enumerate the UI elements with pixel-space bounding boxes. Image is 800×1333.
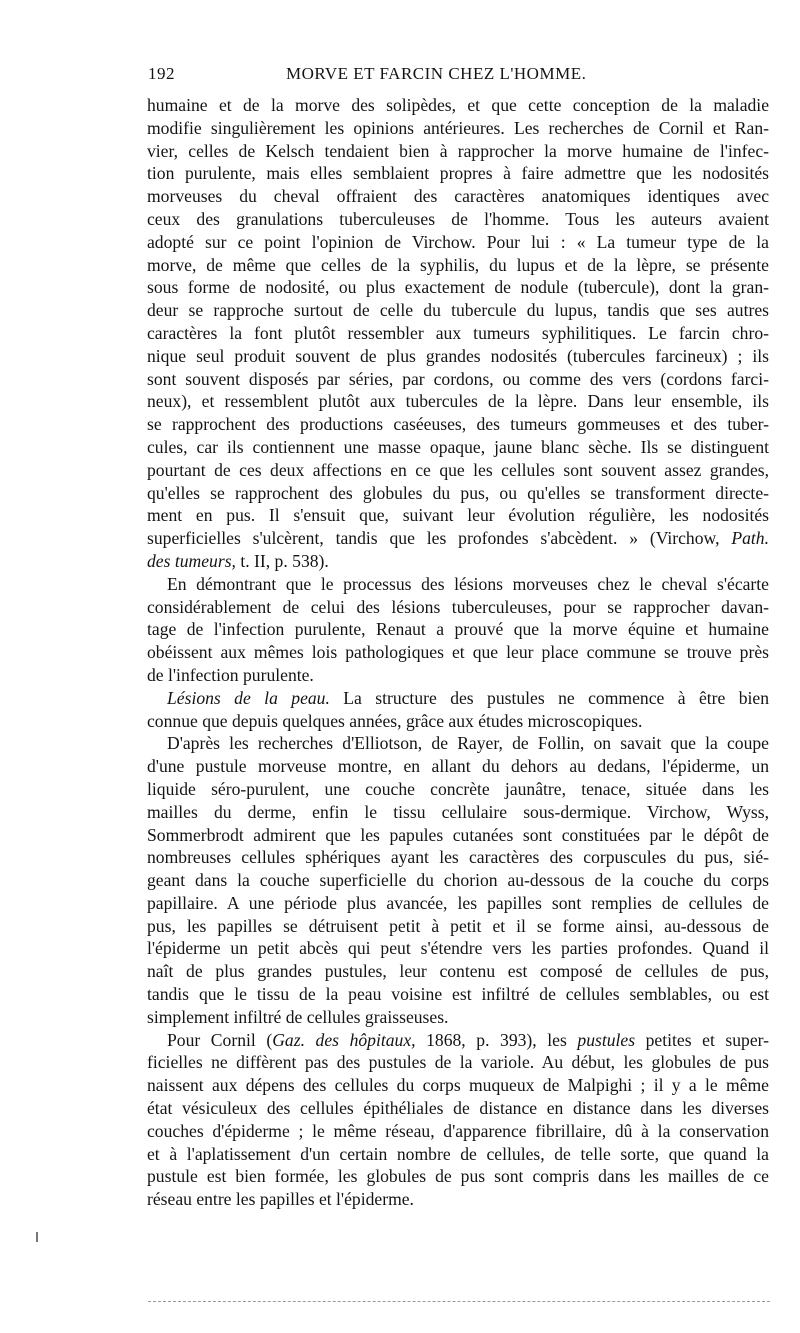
text-line: [147, 846, 769, 869]
text-line: [147, 915, 769, 938]
text-line: [147, 960, 769, 983]
line-text: superficielles s'ulcèrent, tandis que les profondes s'abcèdent. » (Virchow,: [147, 528, 732, 549]
text-line: [147, 482, 769, 505]
text-line: [147, 550, 769, 573]
text-line: [147, 231, 769, 254]
line-text: papillaire. A une période plus avancée, les papilles sont remplies de cellules de: [147, 892, 769, 913]
text-line: [147, 299, 769, 322]
text-line: [147, 94, 769, 117]
text-line: [147, 664, 769, 687]
text-line: [147, 368, 769, 391]
text-line: [147, 185, 769, 208]
line-text: de l'infection purulente.: [147, 664, 314, 685]
line-text: couches d'épiderme ; le même réseau, d'apparence fibrillaire, dû à la conservation: [147, 1120, 769, 1141]
line-text: neux), et ressemblent plutôt aux tubercules de la lèpre. Dans leur ensemble, ils: [147, 391, 769, 412]
text-line: [147, 937, 769, 960]
body-text: [147, 94, 769, 1211]
text-line: [147, 436, 769, 459]
line-text: En démontrant que le processus des lésions morveuses chez le cheval s'écarte: [167, 573, 769, 594]
text-line: [147, 710, 769, 733]
text-line: [147, 1143, 769, 1166]
italic-text: Path.: [731, 528, 769, 549]
line-text: cules, car ils contiennent une masse opaque, jaune blanc sèche. Ils se distinguent: [147, 436, 769, 457]
line-text: naît de plus grandes pustules, leur contenu est composé de cellules de pus,: [147, 961, 769, 982]
line-text: se rapprochent des productions caséeuses, des tumeurs gommeuses et des tuber-: [147, 414, 769, 435]
line-text: connue que depuis quelques années, grâce aux études microscopiques.: [147, 710, 643, 731]
text-line: [147, 983, 769, 1006]
line-text: nombreuses cellules sphériques ayant les caractères des corpuscules du pus, sié-: [147, 847, 769, 868]
line-text: sous forme de nodosité, ou plus exactement de nodule (tubercule), dont la gran-: [147, 277, 769, 298]
line-text: et à l'aplatissement d'un certain nombre de cellules, de telle sorte, que quand la: [147, 1143, 769, 1164]
line-text: réseau entre les papilles et l'épiderme.: [147, 1189, 414, 1210]
margin-mark: [36, 1232, 38, 1242]
text-line: [147, 778, 769, 801]
text-line: [147, 162, 769, 185]
text-line: [147, 413, 769, 436]
line-text: petites et super-: [635, 1029, 770, 1050]
line-text: Sommerbrodt admirent que les papules cutanées sont constituées par le dépôt de: [147, 824, 769, 845]
line-text: obéissent aux mêmes lois pathologiques et que leur place commune se trouve près: [147, 642, 769, 663]
text-line: [147, 892, 769, 915]
text-line: [147, 869, 769, 892]
text-line: [147, 1006, 769, 1029]
italic-text: des tumeurs,: [147, 550, 236, 571]
line-text: Pour Cornil (: [167, 1029, 273, 1050]
italic-text: pustules: [577, 1029, 636, 1050]
text-line: [147, 732, 769, 755]
line-text: pus, les papilles se détruisent petit à petit et il se forme ainsi, au-dessous de: [147, 915, 769, 936]
line-text: D'après les recherches d'Elliotson, de Rayer, de Follin, on savait que la coupe: [167, 733, 769, 754]
line-text: La structure des pustules ne commence à être bien: [329, 687, 769, 708]
text-line: [147, 345, 769, 368]
text-line: [147, 254, 769, 277]
line-text: considérablement de celui des lésions tuberculeuses, pour se rapprocher davan-: [147, 596, 769, 617]
text-line: [147, 1051, 769, 1074]
line-text: mailles du derme, enfin le tissu cellulaire sous-dermique. Virchow, Wyss,: [147, 801, 769, 822]
line-text: état vésiculeux des cellules épithéliales de distance en distance dans les diverses: [147, 1098, 769, 1119]
text-line: [147, 527, 769, 550]
text-line: [147, 755, 769, 778]
text-line: [147, 459, 769, 482]
line-text: ment en pus. Il s'ensuit que, suivant leur évolution régulière, les nodosités: [147, 505, 769, 526]
line-text: vier, celles de Kelsch tendaient bien à rapprocher la morve humaine de l'infec-: [147, 140, 769, 161]
line-text: deur se rapproche surtout de celle du tubercule du lupus, tandis que ses autres: [147, 300, 769, 321]
line-text: ficielles ne diffèrent pas des pustules de la variole. Au début, les globules de pus: [147, 1052, 769, 1073]
text-line: [147, 824, 769, 847]
line-text: tion purulente, mais elles semblaient propres à faire admettre que les nodosités: [147, 163, 769, 184]
text-line: [147, 276, 769, 299]
text-line: [147, 1074, 769, 1097]
text-line: [147, 1029, 769, 1052]
line-text: geant dans la couche superficielle du chorion au-dessous de la couche du corps: [147, 870, 769, 891]
line-text: humaine et de la morve des solipèdes, et que cette conception de la maladie: [147, 95, 769, 115]
text-line: [147, 208, 769, 231]
text-line: [147, 1097, 769, 1120]
line-text: naissent aux dépens des cellules du corps muqueux de Malpighi ; il y a le même: [147, 1075, 769, 1096]
line-text: liquide séro-purulent, une couche concrète jaunâtre, tenace, située dans les: [147, 778, 769, 799]
line-text: tage de l'infection purulente, Renaut a prouvé que la morve équine et humaine: [147, 619, 769, 640]
line-text: adopté sur ce point l'opinion de Virchow. Pour lui : « La tumeur type de la: [147, 231, 769, 252]
line-text: pustule est bien formée, les globules de pus sont compris dans les mailles de ce: [147, 1166, 769, 1187]
text-line: [147, 596, 769, 619]
text-line: [147, 641, 769, 664]
text-line: [147, 1165, 769, 1188]
line-text: qu'elles se rapprochent des globules du pus, ou qu'elles se transforment directe-: [147, 482, 769, 503]
line-text: 1868, p. 393), les: [415, 1029, 578, 1050]
text-line: [147, 618, 769, 641]
text-line: [147, 801, 769, 824]
text-line: [147, 573, 769, 596]
line-text: morveuses du cheval offraient des caractères anatomiques identiques avec: [147, 186, 769, 207]
line-text: sont souvent disposés par séries, par cordons, ou comme des vers (cordons farci-: [147, 368, 769, 389]
line-text: tandis que le tissu de la peau voisine est infiltré de cellules semblables, ou est: [147, 984, 769, 1005]
text-line: [147, 390, 769, 413]
line-text: ceux des granulations tuberculeuses de l'homme. Tous les auteurs avaient: [147, 208, 769, 229]
italic-text: Gaz. des hôpitaux,: [272, 1029, 416, 1050]
footer-rule: [148, 1301, 770, 1302]
text-line: [147, 117, 769, 140]
line-text: simplement infiltré de cellules graisseuses.: [147, 1006, 449, 1027]
line-text: morve, de même que celles de la syphilis, du lupus et de la lèpre, se présente: [147, 254, 769, 275]
running-title: MORVE ET FARCIN CHEZ L'HOMME.: [286, 64, 587, 83]
line-text: caractères la font plutôt ressembler aux tumeurs syphilitiques. Le farcin chro-: [147, 322, 769, 343]
italic-text: Lésions de la peau.: [167, 687, 330, 708]
line-text: t. II, p. 538).: [235, 550, 329, 571]
line-text: d'une pustule morveuse montre, en allant du dehors au dedans, l'épiderme, un: [147, 756, 769, 777]
text-line: [147, 140, 769, 163]
text-line: [147, 1188, 769, 1211]
text-line: [147, 687, 769, 710]
text-line: [147, 1120, 769, 1143]
page-number: 192: [148, 64, 175, 83]
page-header: [148, 64, 648, 86]
line-text: nique seul produit souvent de plus grandes nodosités (tubercules farcineux) ; ils: [147, 345, 769, 366]
line-text: pourtant de ces deux affections en ce que les cellules sont souvent assez grandes,: [147, 459, 769, 480]
text-line: [147, 504, 769, 527]
line-text: modifie singulièrement les opinions antérieures. Les recherches de Cornil et Ran-: [147, 117, 769, 138]
text-line: [147, 322, 769, 345]
line-text: l'épiderme un petit abcès qui peut s'étendre vers les parties profondes. Quand il: [147, 938, 769, 959]
